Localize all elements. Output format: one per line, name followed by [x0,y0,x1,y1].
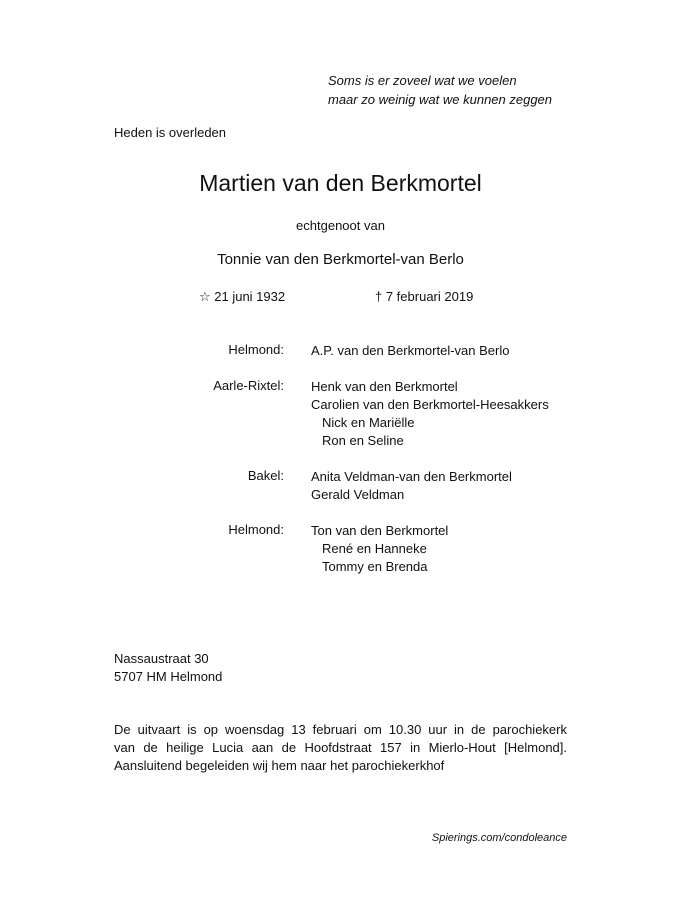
family-group [0,468,681,504]
spouse-name: Tonnie van den Berkmortel-van Berlo [217,251,464,268]
funeral-line-3: Aansluitend begeleiden wij hem naar het parochiekerkhof [114,758,445,773]
family-member: A.P. van den Berkmortel-van Berlo [311,343,510,358]
address-city: 5707 HM Helmond [114,669,223,684]
spouse-label: echtgenoot van [296,218,385,233]
family-members [311,378,549,450]
poem-line-2: maar zo weinig wat we kunnen zeggen [328,92,553,107]
death-date: † 7 februari 2019 [375,289,474,304]
family-member: Gerald Veldman [311,487,405,502]
family-member: Nick en Mariëlle [322,415,415,430]
family-place: Bakel: [247,468,284,483]
family-place: Aarle-Rixtel: [213,378,284,393]
family-member: Carolien van den Berkmortel-Heesakkers [311,397,549,412]
family-place: Helmond: [228,342,284,357]
family-group [0,522,681,576]
birth-date: ☆ 21 juni 1932 [199,289,286,304]
family-member: Ron en Seline [322,433,404,448]
funeral-notice [114,721,567,775]
family-place: Helmond: [228,522,284,537]
deceased-name: Martien van den Berkmortel [199,170,482,196]
family-members [311,522,448,576]
condolence-link[interactable]: Spierings.com/condoleance [431,832,567,844]
family-member: Tommy en Brenda [322,559,428,574]
poem-line-1: Soms is er zoveel wat we voelen [328,73,517,88]
family-members [311,468,512,504]
poem [328,71,552,109]
family-members [311,342,509,360]
family-member: Ton van den Berkmortel [311,523,449,538]
family-member: Henk van den Berkmortel [311,379,458,394]
family-member: Anita Veldman-van den Berkmortel [311,469,512,484]
family-group [0,378,681,450]
address [114,650,222,686]
family-member: René en Hanneke [322,541,427,556]
family-list [0,342,681,594]
funeral-line-1: De uitvaart is op woensdag 13 februari om 10.30 uur in de parochiekerk [114,722,567,737]
family-group [0,342,681,360]
funeral-line-2: van de heilige Lucia aan de Hoofdstraat 157 in Mierlo-Hout [Helmond]. [114,740,567,755]
address-street: Nassaustraat 30 [114,651,209,666]
intro-text: Heden is overleden [114,125,227,140]
